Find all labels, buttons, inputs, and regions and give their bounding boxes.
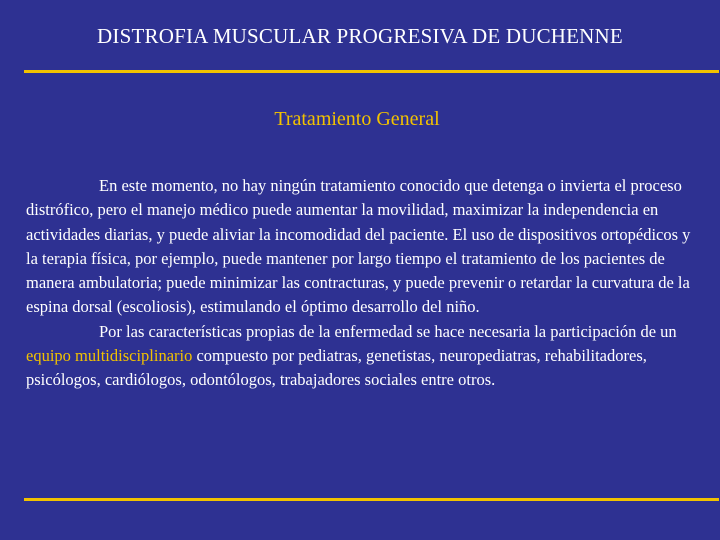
slide-title: DISTROFIA MUSCULAR PROGRESIVA DE DUCHENNE xyxy=(97,24,623,48)
body-text xyxy=(26,174,692,393)
paragraph-2-tail: compuesto por pediatras, genetistas, neuropediatras, rehabilitadores, psicólogos, cardiólogos, odontólogos, trabajadores sociales entre otros. xyxy=(26,346,647,390)
paragraph-2-lead: Por las características propias de la enfermedad se hace necesaria la participación de un xyxy=(99,321,677,341)
top-divider xyxy=(24,70,719,73)
highlighted-term: equipo multidisciplinario xyxy=(26,346,193,366)
paragraph-2 xyxy=(26,320,692,393)
section-heading: Tratamiento General xyxy=(274,108,440,130)
paragraph-1: En este momento, no hay ningún tratamiento conocido que detenga o invierta el proceso distrófico, pero el manejo médico puede aumentar la movilidad, maximizar la independencia en actividades diarias, y puede aliviar la incomodidad del paciente. El uso de dispositivos ortopédicos y la terapia física, por ejemplo, puede mantener por largo tiempo el tratamiento de los pacientes de manera ambulatoria; puede minimizar las contracturas, y puede prevenir o retardar la curvatura de la espina dorsal (escoliosis), estimulando el óptimo desarrollo del niño. xyxy=(26,176,691,317)
bottom-divider xyxy=(24,498,719,501)
